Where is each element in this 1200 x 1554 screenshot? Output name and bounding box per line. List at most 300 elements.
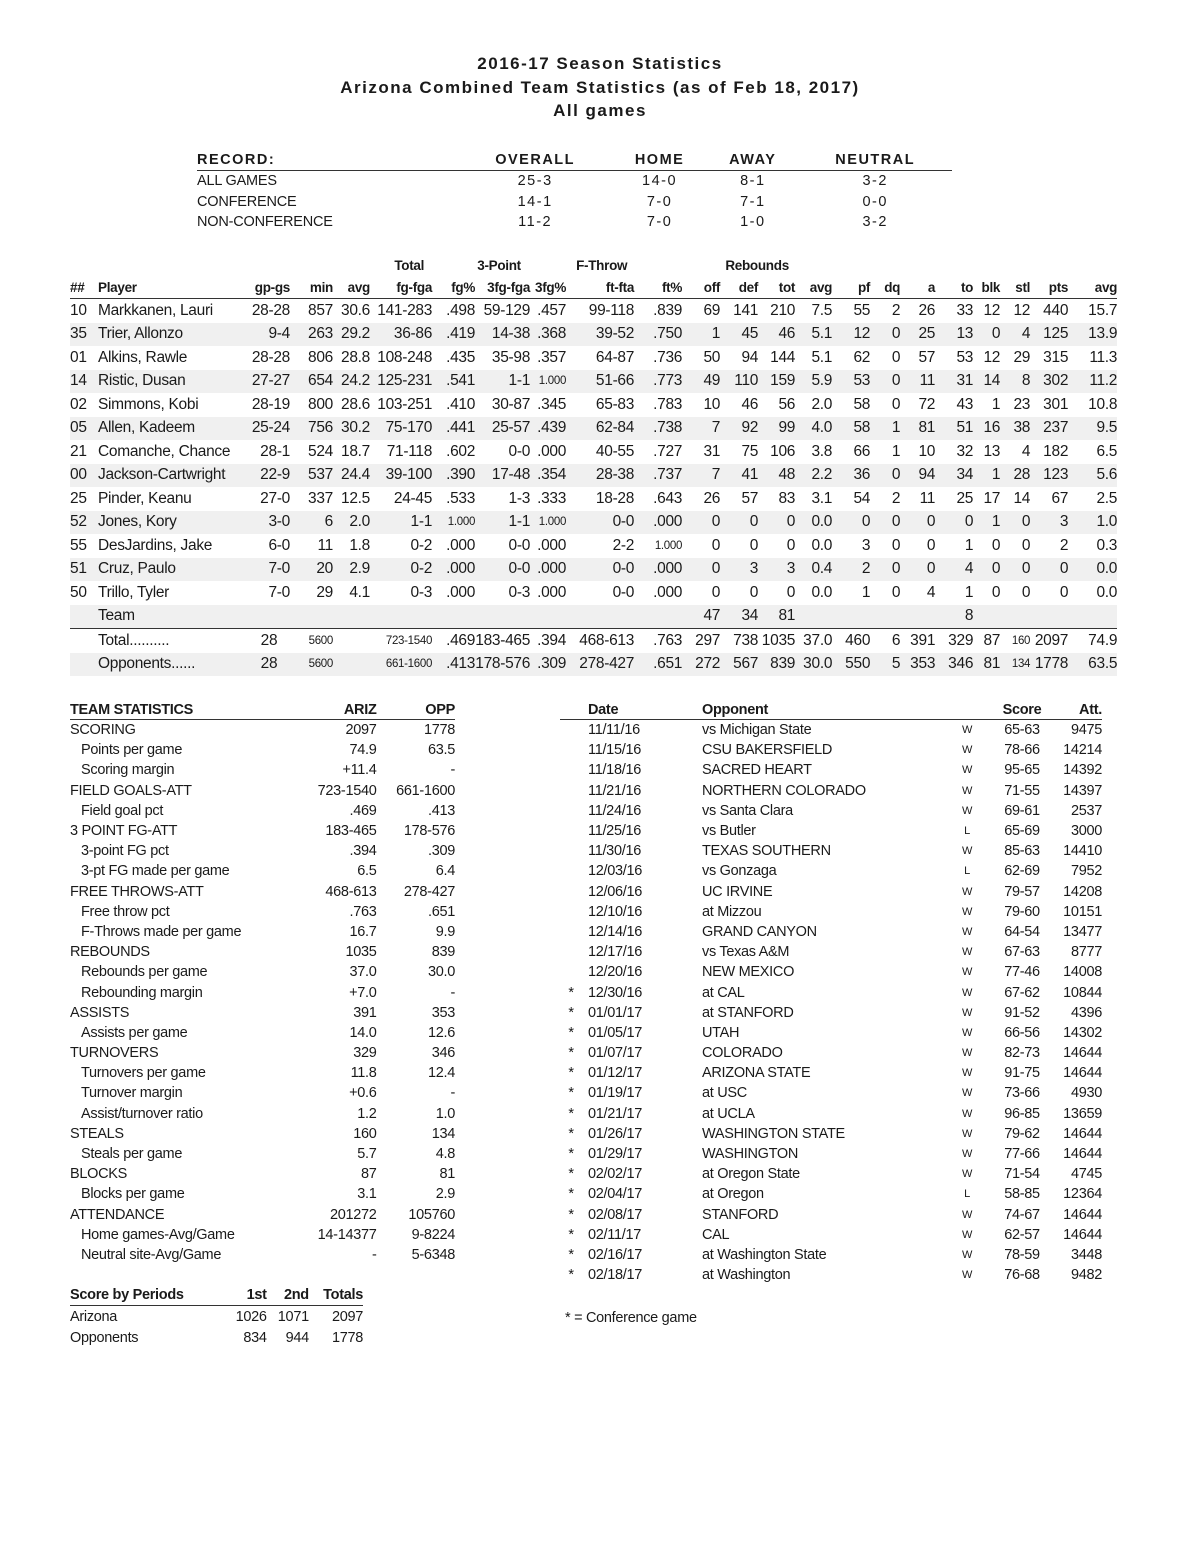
stat-value: 87 [361,1166,377,1183]
stat-cell: 3 [720,558,758,582]
stat-cell: 46 [758,323,795,347]
stat-label: FIELD GOALS-ATT [70,782,192,799]
stat-cell: .000 [537,442,567,460]
stat-cell: 391 [900,629,935,653]
stat-cell: 5600 [290,629,333,653]
stat-cell: 25 [70,489,87,507]
stat-cell: 30-87 [491,395,531,413]
stat-cell: 2.9 [333,558,370,582]
stat-cell: 69 [703,301,721,319]
player-name: Jones, Kory [98,511,248,535]
stat-cell: 22-9 [248,464,290,488]
conference-marker [560,821,582,841]
stat-cell: 11 [900,370,935,394]
team-stat-row [70,781,455,801]
stat-cell: 3.1 [811,489,833,507]
stat-cell: 2.0 [333,511,370,535]
game-date: 12/14/16 [588,923,643,940]
game-result: W [961,845,973,858]
stat-cell [370,605,432,629]
stat-cell: 1 [891,442,901,460]
record-table [197,150,952,233]
stat-cell: 27-27 [248,370,290,394]
game-opponent: STANFORD [702,1206,779,1223]
record-cell: 14-1 [517,193,553,210]
team-name: Arizona [70,1308,118,1325]
stat-cell: 29.2 [333,323,370,347]
stat-cell: 4 [935,558,973,582]
game-attendance: 4930 [1070,1085,1102,1102]
stat-cell: 4 [926,583,936,601]
record-cell: 14-0 [642,173,678,190]
record-cell: CONFERENCE [197,193,297,210]
stat-cell: 839 [758,653,795,677]
record-cell: NON-CONFERENCE [197,214,333,231]
game-row [560,922,1102,942]
stat-cell: .345 [537,395,567,413]
stat-cell: 806 [308,348,333,366]
game-date: 11/24/16 [588,802,641,819]
game-row [560,1083,1102,1103]
game-attendance: 10844 [1063,984,1102,1001]
stat-cell: .737 [634,464,682,488]
stat-cell: .498 [446,301,476,319]
team-stat-row [70,942,455,962]
stat-cell: .390 [432,464,475,488]
stat-cell: 11.3 [1089,348,1118,366]
stat-cell: 2 [891,301,901,319]
stat-value: - [450,1085,455,1102]
stat-value: 1.2 [357,1105,377,1122]
stat-cell: .469 [432,629,475,653]
stat-value: 723-1540 [317,782,377,799]
stat-cell: 1 [964,583,974,601]
game-attendance: 14644 [1063,1125,1102,1142]
player-name: Comanche, Chance [98,442,231,460]
stat-cell [333,629,370,653]
stat-cell: 13.9 [1068,323,1117,347]
column-header: a [900,276,935,299]
stat-cell [70,653,98,677]
stat-label: 3-point FG pct [81,843,169,860]
stat-cell: 29 [316,583,333,601]
stat-label: SCORING [70,722,136,739]
game-opponent: ARIZONA STATE [702,1065,811,1082]
stat-cell: 134 [1000,653,1030,677]
team-statistics-table [70,700,455,1265]
team-stats-header: TEAM STATISTICS [70,700,298,720]
game-result: W [961,1067,973,1080]
stat-value: .763 [349,903,377,920]
stat-cell: 1.000 [530,511,566,535]
stat-cell: 1.8 [349,536,370,554]
stat-cell: 14-38 [475,323,530,347]
player-name: Team [98,605,248,629]
stat-cell: 17-48 [475,464,530,488]
stat-value: 1778 [423,722,455,739]
stat-cell: 71-118 [386,442,433,460]
column-header: to [935,276,973,299]
game-score: 96-85 [1004,1105,1040,1122]
stat-cell: 41 [720,464,758,488]
stat-cell: 64-87 [595,348,635,366]
stat-cell: 6 [290,511,333,535]
player-row [70,417,1117,441]
conference-marker: * [568,1226,574,1243]
stat-cell: 3 [758,558,795,582]
conference-marker [560,942,582,962]
stat-cell: .000 [634,511,682,535]
game-result: W [961,1208,973,1221]
game-opponent: at Washington [702,1267,791,1284]
game-date: 01/29/17 [588,1146,643,1163]
column-header: ft% [634,276,682,299]
game-score: 79-57 [1004,883,1040,900]
stat-cell: 35 [70,323,98,347]
record-cell: 0-0 [862,193,888,210]
stat-cell: 94 [900,464,935,488]
stat-cell [530,605,566,629]
stat-cell: 0-0 [566,511,634,535]
stat-value: 12.6 [427,1024,455,1041]
player-row [70,534,1117,558]
team-stat-row [70,902,455,922]
stat-cell: 53 [956,348,974,366]
stat-cell: 10.8 [1088,395,1118,413]
game-opponent: at Washington State [702,1246,827,1263]
stat-cell: 0-2 [410,536,433,554]
conference-marker [560,902,582,922]
stat-cell: .602 [446,442,476,460]
stat-cell: 440 [1043,301,1069,319]
game-date: 12/30/16 [588,984,643,1001]
conference-marker: * [568,1045,574,1062]
game-row [560,760,1102,780]
team-stat-row [70,1003,455,1023]
stat-cell: 272 [682,653,720,677]
stat-cell: 278-427 [566,653,634,677]
stat-cell: 0 [1000,511,1030,535]
game-date: 01/07/17 [588,1045,643,1062]
period-score: 1026 [235,1308,267,1325]
stat-cell: 468-613 [566,629,634,653]
stat-cell: 63.5 [1068,653,1117,677]
conference-footnote: * = Conference game [565,1310,697,1326]
stat-value: 278-427 [403,883,455,900]
stat-cell: .435 [446,348,476,366]
period-score: 1071 [277,1308,309,1325]
stat-cell: 0 [891,395,901,413]
player-row [70,393,1117,417]
game-date: 01/01/17 [588,1004,643,1021]
game-result: W [961,966,973,979]
player-name: Markkanen, Lauri [98,301,213,319]
stat-cell: 0.0 [795,511,832,535]
game-date: 02/02/17 [588,1166,643,1183]
stat-cell: 1 [991,395,1001,413]
stat-cell: 17 [983,489,1001,507]
stat-cell: 81 [758,605,795,629]
record-header: NEUTRAL [798,150,952,171]
stat-value: 6.4 [435,863,455,880]
stat-cell: 33 [956,301,974,319]
stat-cell: 30.6 [341,301,370,319]
conference-marker: * [568,984,574,1001]
column-header: ft-fta [566,276,634,299]
game-attendance: 3000 [1070,823,1102,840]
stat-value: 839 [431,944,455,961]
stat-cell: .738 [634,417,682,441]
game-row [560,902,1102,922]
stat-cell: 5.1 [811,348,833,366]
stat-cell: 9.5 [1068,417,1117,441]
player-row [70,558,1117,582]
conference-marker: * [568,1024,574,1041]
stat-cell: 0 [870,323,900,347]
stat-cell: 32 [956,442,974,460]
team-stat-row [70,982,455,1002]
stat-cell: 16 [973,417,1000,441]
column-header: fg% [432,276,475,299]
stat-value: 2.9 [435,1186,455,1203]
stat-cell: 28 [1000,464,1030,488]
stat-cell: 0 [900,558,935,582]
game-attendance: 14644 [1063,1206,1102,1223]
game-score: 66-56 [1004,1024,1040,1041]
game-score: 65-69 [1004,823,1040,840]
stat-cell [248,605,290,629]
conference-marker: * [568,1246,574,1263]
team-stat-row [70,821,455,841]
game-score: 91-52 [1004,1004,1040,1021]
stat-cell: 10 [70,301,87,319]
game-row [560,1043,1102,1063]
stat-cell: .333 [537,489,567,507]
stat-cell: .309 [530,653,566,677]
stat-cell [1030,605,1068,629]
stat-cell: 0 [870,370,900,394]
team-stat-row [70,1104,455,1124]
stat-cell: 524 [308,442,333,460]
title-team: Arizona Combined Team Statistics (as of Feb 18, 2017) [340,78,860,97]
record-cell: ALL GAMES [197,173,277,190]
stat-cell: 29 [1013,348,1031,366]
total-row [70,629,1117,653]
stat-cell: 183-465 [475,629,530,653]
team-stat-row [70,1023,455,1043]
stat-cell: 10 [918,442,936,460]
conference-marker: * [568,1206,574,1223]
stat-cell: 62-84 [566,417,634,441]
total-row [70,653,1117,677]
player-row [70,511,1117,535]
team-stat-row [70,1205,455,1225]
stat-cell: 3.8 [811,442,833,460]
game-row [560,882,1102,902]
periods-header: Score by Periods [70,1285,224,1306]
stat-cell: 14 [973,370,1000,394]
stat-value: 6.5 [357,863,377,880]
stat-value: 9.9 [435,923,455,940]
stat-cell [795,605,832,629]
stat-cell: 7-0 [268,583,290,601]
stat-cell: 302 [1030,370,1068,394]
stat-cell: 125-231 [370,370,432,394]
stat-cell: 12.5 [341,489,370,507]
stat-cell: 39-52 [566,323,634,347]
stat-cell: .000 [537,583,567,601]
game-opponent: WASHINGTON [702,1146,799,1163]
stat-cell: .419 [432,323,475,347]
stat-cell: 11.2 [1068,370,1117,394]
stat-cell: 1 [682,323,720,347]
stat-cell: 5 [870,653,900,677]
stat-cell: 8 [935,605,973,629]
stat-cell: 23 [1013,395,1031,413]
game-row [560,1144,1102,1164]
game-row [560,962,1102,982]
stat-cell: 337 [308,489,333,507]
column-header: dq [870,276,900,299]
team-stat-row [70,720,455,741]
stat-cell: 66 [853,442,871,460]
stat-cell: 51 [935,417,973,441]
conference-marker: * [568,1085,574,1102]
team-stats-header: OPP [377,700,455,720]
column-header: tot [758,276,795,299]
team-stat-row [70,760,455,780]
game-row [560,1265,1102,1285]
player-name: Simmons, Kobi [98,395,199,413]
stat-cell: 35-98 [491,348,531,366]
stat-cell: 28-28 [251,348,290,366]
stat-cell: 0-0 [508,536,531,554]
game-score: 79-62 [1004,1125,1040,1142]
stat-cell: 301 [1043,395,1069,413]
game-score: 78-66 [1004,742,1040,759]
game-date: 12/20/16 [588,964,643,981]
period-score: 1778 [331,1329,363,1346]
team-stat-row [70,1225,455,1245]
stat-cell: 59-129 [483,301,531,319]
player-name: Ristic, Dusan [98,370,248,394]
stat-cell: 28 [248,629,290,653]
game-attendance: 3448 [1070,1246,1102,1263]
stat-cell: 0 [1030,558,1068,582]
game-opponent: UTAH [702,1024,740,1041]
conference-marker [560,720,582,741]
stat-cell: 2.2 [795,464,832,488]
game-date: 02/16/17 [588,1246,643,1263]
game-date: 11/21/16 [588,782,641,799]
record-header: OVERALL [458,150,612,171]
stat-cell: 0 [900,511,935,535]
stat-cell: 28.8 [341,348,370,366]
team-stats-header: ARIZ [298,700,376,720]
stat-label: REBOUNDS [70,944,150,961]
conference-marker [560,841,582,861]
stat-cell: 0.3 [1096,536,1118,554]
conference-marker: * [568,1065,574,1082]
team-stat-row [70,1245,455,1265]
conference-marker: * [568,1166,574,1183]
stat-value: 391 [353,1004,377,1021]
game-date: 12/03/16 [588,863,643,880]
stat-cell: 0.0 [1068,558,1117,582]
stat-cell [900,605,935,629]
stat-cell: 661-1600 [370,653,432,677]
game-score: 71-54 [1004,1166,1040,1183]
stat-cell: 5.1 [795,323,832,347]
game-score: 69-61 [1004,802,1040,819]
column-header: avg [795,276,832,299]
player-name: Allen, Kadeem [98,417,248,441]
stat-label: Home games-Avg/Game [81,1226,235,1243]
game-opponent: GRAND CANYON [702,923,817,940]
stat-cell [566,605,634,629]
stat-cell: 83 [778,489,796,507]
stat-cell: 53 [832,370,870,394]
stat-cell: 0 [711,583,721,601]
conference-marker [560,760,582,780]
stat-cell: 21 [70,442,87,460]
stat-cell: 67 [1051,489,1069,507]
stat-cell: 1.000 [654,539,683,552]
game-result: W [961,1269,973,1282]
game-row [560,942,1102,962]
stat-cell: 756 [290,417,333,441]
stat-cell: 1 [861,583,871,601]
game-result: L [964,865,970,878]
stat-label: TURNOVERS [70,1045,159,1062]
stat-cell: 1 [870,417,900,441]
stat-cell: 4.0 [795,417,832,441]
game-row [560,720,1102,741]
stat-cell: 0-2 [370,558,432,582]
stat-value: 353 [431,1004,455,1021]
stat-cell: 0 [749,536,759,554]
game-opponent: CAL [702,1226,730,1243]
record-cell: 1-0 [740,214,766,231]
team-stat-row [70,882,455,902]
game-score: 76-68 [1004,1267,1040,1284]
stat-cell: .394 [530,629,566,653]
stat-cell: 4 [1021,442,1031,460]
stat-cell: 43 [956,395,974,413]
stat-cell: 0 [870,558,900,582]
stat-cell: 28-19 [251,395,290,413]
stat-cell: 297 [682,629,720,653]
game-attendance: 10151 [1063,903,1102,920]
stat-value: 661-1600 [396,782,455,799]
stat-cell: 57 [918,348,936,366]
game-attendance: 14214 [1063,742,1102,759]
stat-cell: 4.1 [349,583,370,601]
game-opponent: vs Texas A&M [702,944,790,961]
team-stat-row [70,801,455,821]
game-attendance: 14208 [1063,883,1102,900]
stat-cell: 8 [1000,370,1030,394]
stat-cell [475,605,530,629]
stat-cell: 37.0 [795,629,832,653]
stat-cell: .651 [634,653,682,677]
game-date: 12/06/16 [588,883,643,900]
stat-cell: 0 [935,511,973,535]
game-row [560,1023,1102,1043]
stat-cell: 2 [1059,536,1069,554]
group-header-total: Total [394,257,425,273]
stat-cell: 36 [832,464,870,488]
